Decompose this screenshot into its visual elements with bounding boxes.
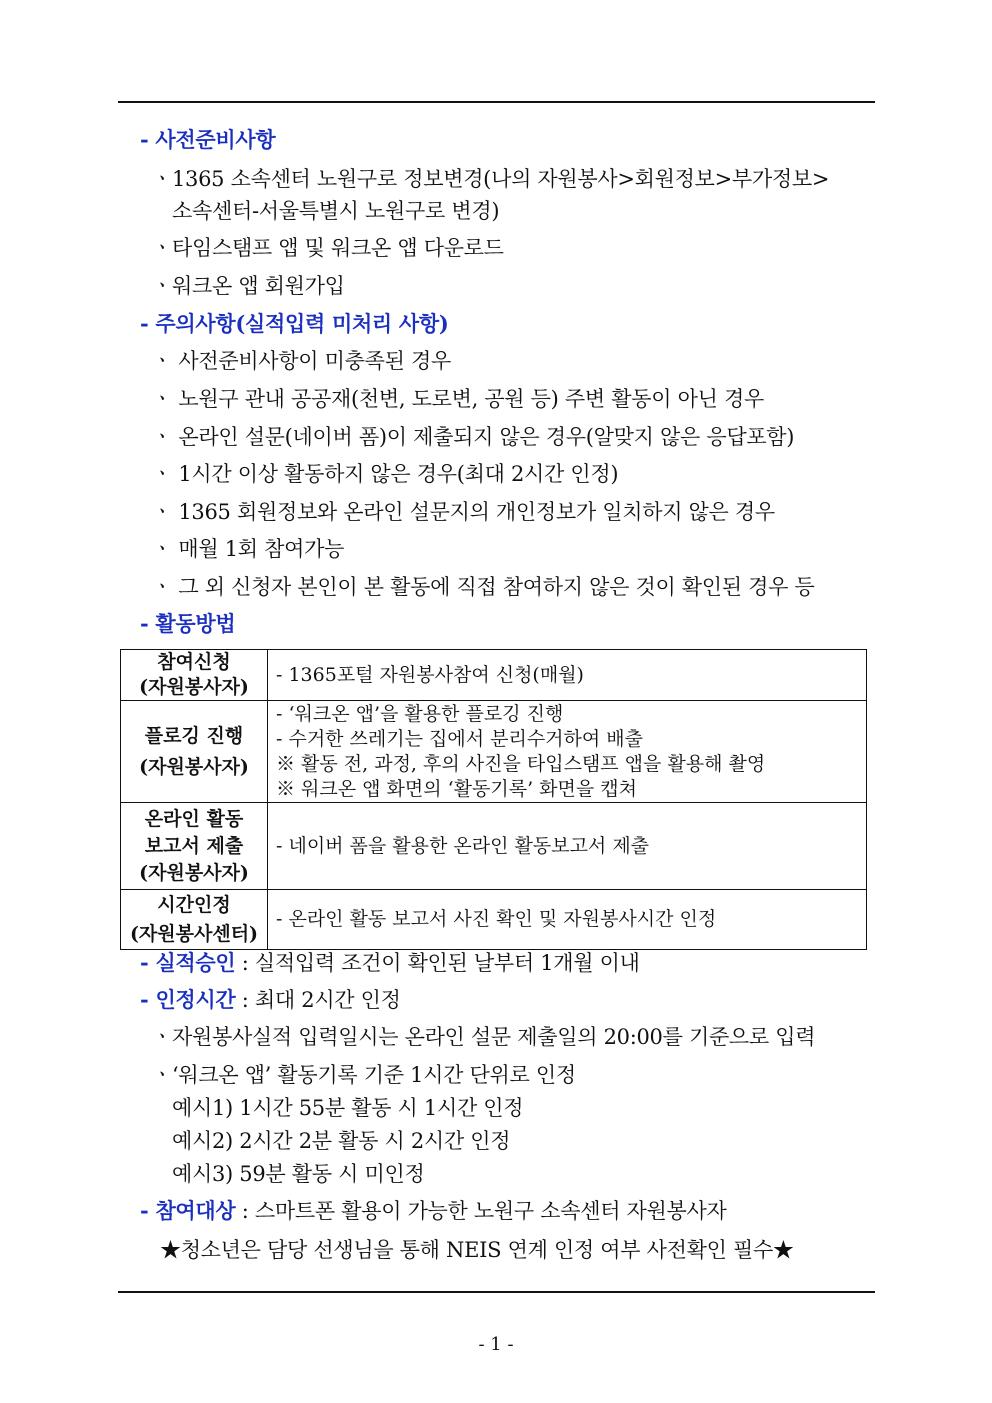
table-row [121,890,867,950]
row-key: 플로깅 진행 (자원봉사자) [121,701,268,803]
table-row [121,701,867,803]
page-number: - 1 - [478,1334,514,1355]
target-line: - 참여대상 : 스마트폰 활용이 가능한 노원구 소속센터 자원봉사자 [140,1198,727,1223]
hours-example: 예시3) 59분 활동 시 미인정 [172,1162,425,1186]
activity-method-table [120,649,867,950]
row-value: - 네이버 폼을 활용한 온라인 활동보고서 제출 [268,803,867,890]
row-value: - ‘워크온 앱’을 활용한 플로깅 진행 - 수거한 쓰레기는 집에서 분리수거하여 배출 ※ 활동 전, 과정, 후의 사진을 타입스탬프 앱을 활용해 촬영 ※ 워크온 앱 화면의 ‘활동기록’ 화면을 캡쳐 [268,701,867,803]
target-label: 참여대상 [155,1198,236,1223]
row-value: - 1365포털 자원봉사참여 신청(매월) [268,650,867,701]
hours-text: : 최대 2시간 인정 [235,988,401,1012]
table-row [121,650,867,701]
prep-item: ㆍ워크온 앱 회원가입 [152,274,345,298]
hours-line: - 인정시간 : 최대 2시간 인정 [140,987,401,1012]
prep-item: ㆍ1365 소속센터 노원구로 정보변경(나의 자원봉사>회원정보>부가정보> [152,167,830,191]
row-value: - 온라인 활동 보고서 사진 확인 및 자원봉사시간 인정 [268,890,867,950]
target-text: : 스마트폰 활용이 가능한 노원구 소속센터 자원봉사자 [235,1199,727,1223]
caution-item: ㆍ 1365 회원정보와 온라인 설문지의 개인정보가 일치하지 않은 경우 [152,500,775,524]
row-key: 참여신청 (자원봉사자) [121,650,268,701]
caution-item: ㆍ 온라인 설문(네이버 폼)이 제출되지 않은 경우(알맞지 않은 응답포함) [152,425,795,449]
youth-notice: ★청소년은 담당 선생님을 통해 NEIS 연계 인정 여부 사전확인 필수★ [160,1238,794,1262]
row-key: 시간인정 (자원봉사센터) [121,890,268,950]
hours-example: 예시1) 1시간 55분 활동 시 1시간 인정 [172,1096,524,1120]
caution-item: ㆍ 사전준비사항이 미충족된 경우 [152,349,451,373]
prep-heading: - 사전준비사항 [140,127,276,152]
caution-item: ㆍ 매월 1회 참여가능 [152,537,345,561]
prep-item: 소속센터-서울특별시 노원구로 변경) [172,199,500,223]
prep-item: ㆍ타임스탬프 앱 및 워크온 앱 다운로드 [152,236,504,260]
caution-item: ㆍ 1시간 이상 활동하지 않은 경우(최대 2시간 인정) [152,462,619,486]
caution-item: ㆍ 노원구 관내 공공재(천변, 도로변, 공원 등) 주변 활동이 아닌 경우 [152,387,764,411]
row-key: 온라인 활동 보고서 제출 (자원봉사자) [121,803,268,890]
method-heading: - 활동방법 [140,611,236,636]
caution-heading: - 주의사항(실적입력 미처리 사항) [140,311,449,336]
hours-item: ㆍ‘워크온 앱’ 활동기록 기준 1시간 단위로 인정 [152,1063,576,1087]
table-row [121,803,867,890]
top-rule [118,101,875,103]
hours-example: 예시2) 2시간 2분 활동 시 2시간 인정 [172,1129,511,1153]
approval-text: : 실적입력 조건이 확인된 날부터 1개월 이내 [235,951,640,975]
approval-label: 실적승인 [155,950,236,975]
hours-item: ㆍ자원봉사실적 입력일시는 온라인 설문 제출일의 20:00를 기준으로 입력 [152,1025,816,1049]
hours-label: 인정시간 [155,987,236,1012]
approval-line: - 실적승인 : 실적입력 조건이 확인된 날부터 1개월 이내 [140,950,640,975]
caution-item: ㆍ 그 외 신청자 본인이 본 활동에 직접 참여하지 않은 것이 확인된 경우 등 [152,575,815,599]
bottom-rule [118,1291,875,1293]
